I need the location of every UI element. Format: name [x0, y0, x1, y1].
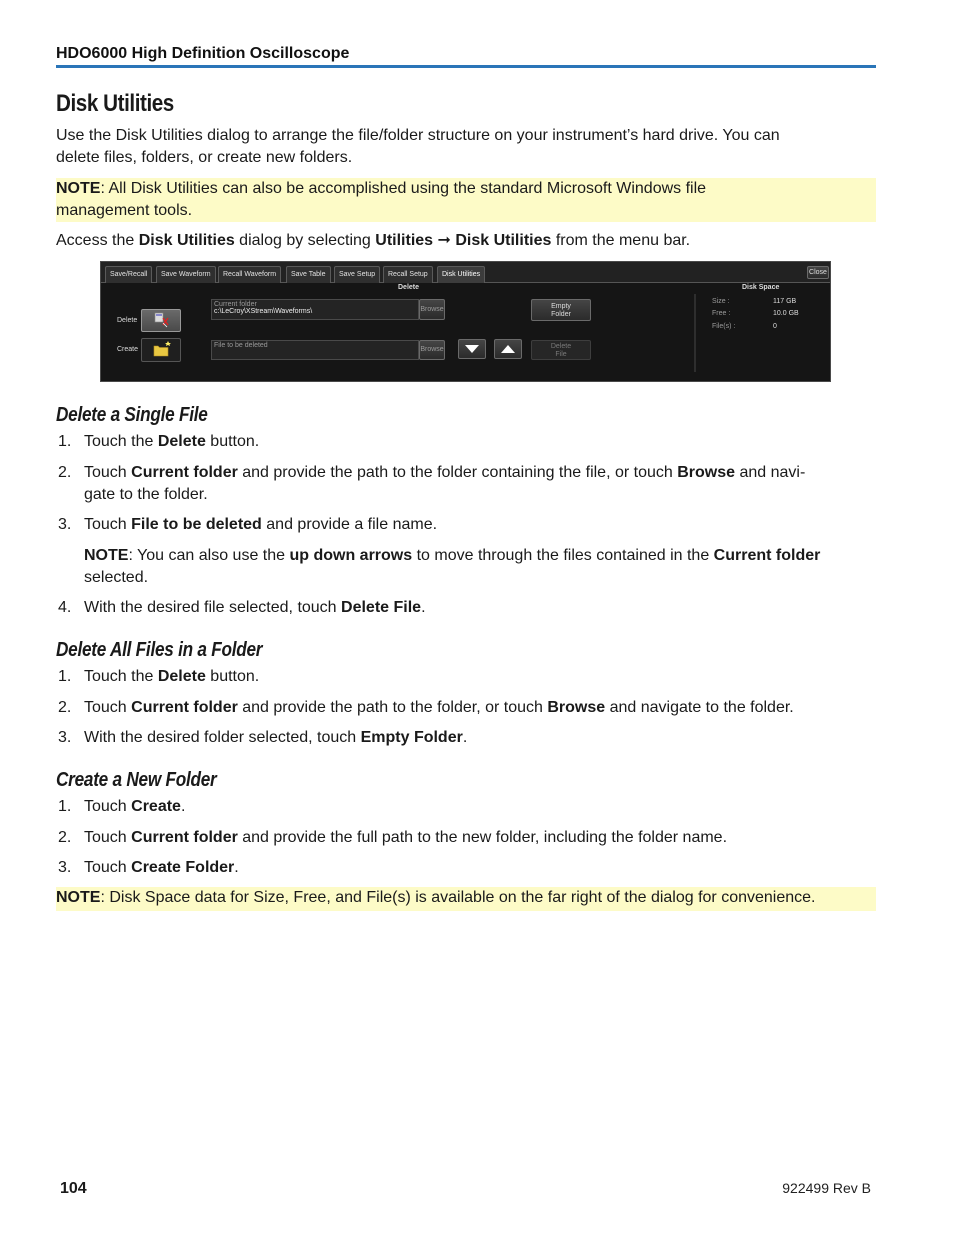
page-number: 104	[60, 1180, 87, 1197]
step-bold: File to be deleted	[131, 516, 262, 533]
access-text: dialog by selecting	[234, 232, 376, 249]
section-title-create-new-folder: Create a New Folder	[56, 769, 217, 791]
step-text: Touch	[84, 516, 132, 533]
access-bold-disk-utilities: Disk Utilities	[138, 232, 235, 249]
step-number: 2.	[58, 464, 72, 481]
list-item	[56, 697, 876, 719]
step-text: and provide the path to the folder, or touch	[237, 699, 548, 716]
files-value: 0	[773, 323, 777, 330]
intro-line-1: Use the Disk Utilities dialog to arrange the file/folder structure on your instrument’s hard drive. You can	[56, 127, 780, 144]
step-text: Touch the	[84, 668, 158, 685]
note-text: : Disk Space data for Size, Free, and File(s) is available on the far right of the dialog for convenience.	[100, 889, 816, 906]
step-number: 1.	[58, 668, 72, 685]
step-number: 3.	[58, 516, 72, 533]
step-bold: Delete	[157, 668, 206, 685]
free-value: 10.0 GB	[773, 310, 799, 317]
step-number: 1.	[58, 798, 72, 815]
step-text: and navigate to the folder.	[605, 699, 794, 716]
section-title-delete-all-files: Delete All Files in a Folder	[56, 639, 263, 661]
step-bold: Delete File	[341, 599, 422, 616]
step-bold: Current folder	[131, 464, 238, 481]
step-text: and provide the path to the folder containing the file, or touch	[237, 464, 678, 481]
intro-paragraph	[56, 125, 876, 169]
disk-space-heading: Disk Space	[742, 284, 780, 291]
arrow-right-icon: ➞	[433, 232, 456, 249]
step-text: Touch	[84, 464, 132, 481]
step-text: Touch	[84, 798, 132, 815]
note-label: NOTE	[84, 547, 129, 564]
access-paragraph	[56, 230, 876, 252]
step-text: .	[234, 859, 239, 876]
running-header: HDO6000 High Definition Oscilloscope	[56, 45, 876, 68]
note-bold: up down arrows	[289, 547, 413, 564]
current-folder-field[interactable]	[211, 299, 419, 320]
browse-folder-button[interactable]: Browse	[419, 299, 445, 320]
delete-file-label-1: Delete	[550, 343, 572, 350]
tab-save-waveform[interactable]: Save Waveform	[156, 266, 216, 283]
note-text: to move through the files contained in the	[412, 547, 714, 564]
step-number: 2.	[58, 699, 72, 716]
create-mode-button[interactable]	[141, 338, 181, 362]
delete-mode-button[interactable]	[141, 309, 181, 332]
note-label: NOTE	[56, 889, 101, 906]
disk-utilities-dialog	[100, 261, 831, 382]
step-text: Touch	[84, 829, 132, 846]
delete-file-label-2: File	[555, 351, 567, 358]
steps-create-new-folder	[56, 796, 876, 879]
step-text: .	[462, 729, 468, 746]
step-text: .	[421, 599, 426, 616]
step-bold: Browse	[547, 699, 606, 716]
note-text-2: management tools.	[56, 202, 193, 219]
step-number: 1.	[58, 433, 72, 450]
step-text: and provide a file name.	[261, 516, 438, 533]
page-title: Disk Utilities	[56, 90, 174, 117]
step-number: 3.	[58, 729, 72, 746]
list-item	[56, 666, 876, 688]
note-text: : You can also use the	[128, 547, 290, 564]
empty-folder-button[interactable]	[531, 299, 591, 321]
step-text: .	[180, 798, 186, 815]
arrow-up-icon	[500, 344, 516, 354]
empty-folder-label-1: Empty	[551, 303, 571, 310]
delete-label: Delete	[117, 317, 138, 324]
access-bold-utilities: Utilities	[375, 232, 434, 249]
tab-save-recall[interactable]: Save/Recall	[105, 266, 152, 283]
create-label: Create	[117, 346, 139, 353]
access-text: Access the	[56, 232, 139, 249]
list-item	[56, 597, 876, 619]
step-text: Touch	[84, 699, 132, 716]
step-number: 2.	[58, 829, 72, 846]
note-text: : All Disk Utilities can also be accomplished using the standard Microsoft Windows file	[100, 180, 707, 197]
size-value: 117 GB	[773, 298, 797, 305]
step-number: 4.	[58, 599, 72, 616]
section-title-delete-single-file: Delete a Single File	[56, 404, 208, 426]
list-item	[56, 462, 876, 506]
steps-delete-single-file	[56, 431, 876, 619]
divider	[694, 294, 696, 372]
step-bold: Current folder	[131, 699, 238, 716]
step-bold: Create	[131, 798, 181, 815]
delete-file-icon	[149, 310, 173, 330]
current-folder-value: c:\LeCroy\XStream\Waveforms\	[214, 308, 313, 315]
size-label: Size :	[712, 298, 730, 305]
step-bold: Browse	[677, 464, 736, 481]
list-item	[56, 727, 876, 749]
up-arrow-button[interactable]	[494, 339, 522, 359]
tab-save-table[interactable]: Save Table	[286, 266, 331, 283]
intro-line-2: delete files, folders, or create new folders.	[56, 149, 353, 166]
step-bold: Create Folder	[131, 859, 235, 876]
tab-save-setup[interactable]: Save Setup	[334, 266, 380, 283]
empty-folder-label-2: Folder	[551, 311, 571, 318]
step-text: button.	[205, 668, 260, 685]
file-to-delete-field[interactable]: File to be deleted	[211, 340, 419, 360]
step-text: gate to the folder.	[84, 486, 208, 503]
delete-section-heading: Delete	[398, 284, 420, 291]
list-item	[56, 796, 876, 818]
tab-recall-setup[interactable]: Recall Setup	[383, 266, 433, 283]
close-button[interactable]: Close	[807, 266, 829, 279]
tab-disk-utilities[interactable]: Disk Utilities	[437, 266, 485, 283]
step-bold: Empty Folder	[360, 729, 463, 746]
delete-file-button[interactable]	[531, 340, 591, 360]
arrow-down-icon	[464, 344, 480, 354]
note-text: selected.	[84, 569, 149, 586]
step-text: With the desired file selected, touch	[84, 599, 342, 616]
access-text: from the menu bar.	[551, 232, 691, 249]
current-folder-label: Current folder	[214, 301, 257, 308]
new-folder-icon	[148, 339, 174, 359]
note-bold: Current folder	[713, 547, 821, 564]
list-item	[56, 827, 876, 849]
dialog-tab-bar	[101, 262, 830, 283]
step-text: button.	[205, 433, 260, 450]
browse-file-button[interactable]: Browse	[419, 340, 445, 360]
steps-delete-all-files	[56, 666, 876, 749]
note-windows-tools	[56, 178, 876, 222]
step-text: and provide the full path to the new folder, including the folder name.	[237, 829, 728, 846]
note-label: NOTE	[56, 180, 101, 197]
list-item	[56, 857, 876, 879]
step-text: and navi-	[735, 464, 806, 481]
free-label: Free :	[712, 310, 731, 317]
list-item	[56, 431, 876, 453]
access-bold-disk-utilities-2: Disk Utilities	[455, 232, 552, 249]
step-bold: Delete	[157, 433, 206, 450]
step-number: 3.	[58, 859, 72, 876]
files-label: File(s) :	[712, 323, 736, 330]
step-text: Touch	[84, 859, 132, 876]
list-item	[56, 514, 876, 536]
document-revision: 922499 Rev B	[782, 1180, 871, 1196]
step-bold: Current folder	[131, 829, 238, 846]
step-text: Touch the	[84, 433, 158, 450]
note-disk-space	[56, 887, 876, 911]
step-note	[56, 545, 876, 589]
down-arrow-button[interactable]	[458, 339, 486, 359]
tab-recall-waveform[interactable]: Recall Waveform	[218, 266, 281, 283]
step-text: With the desired folder selected, touch	[84, 729, 361, 746]
